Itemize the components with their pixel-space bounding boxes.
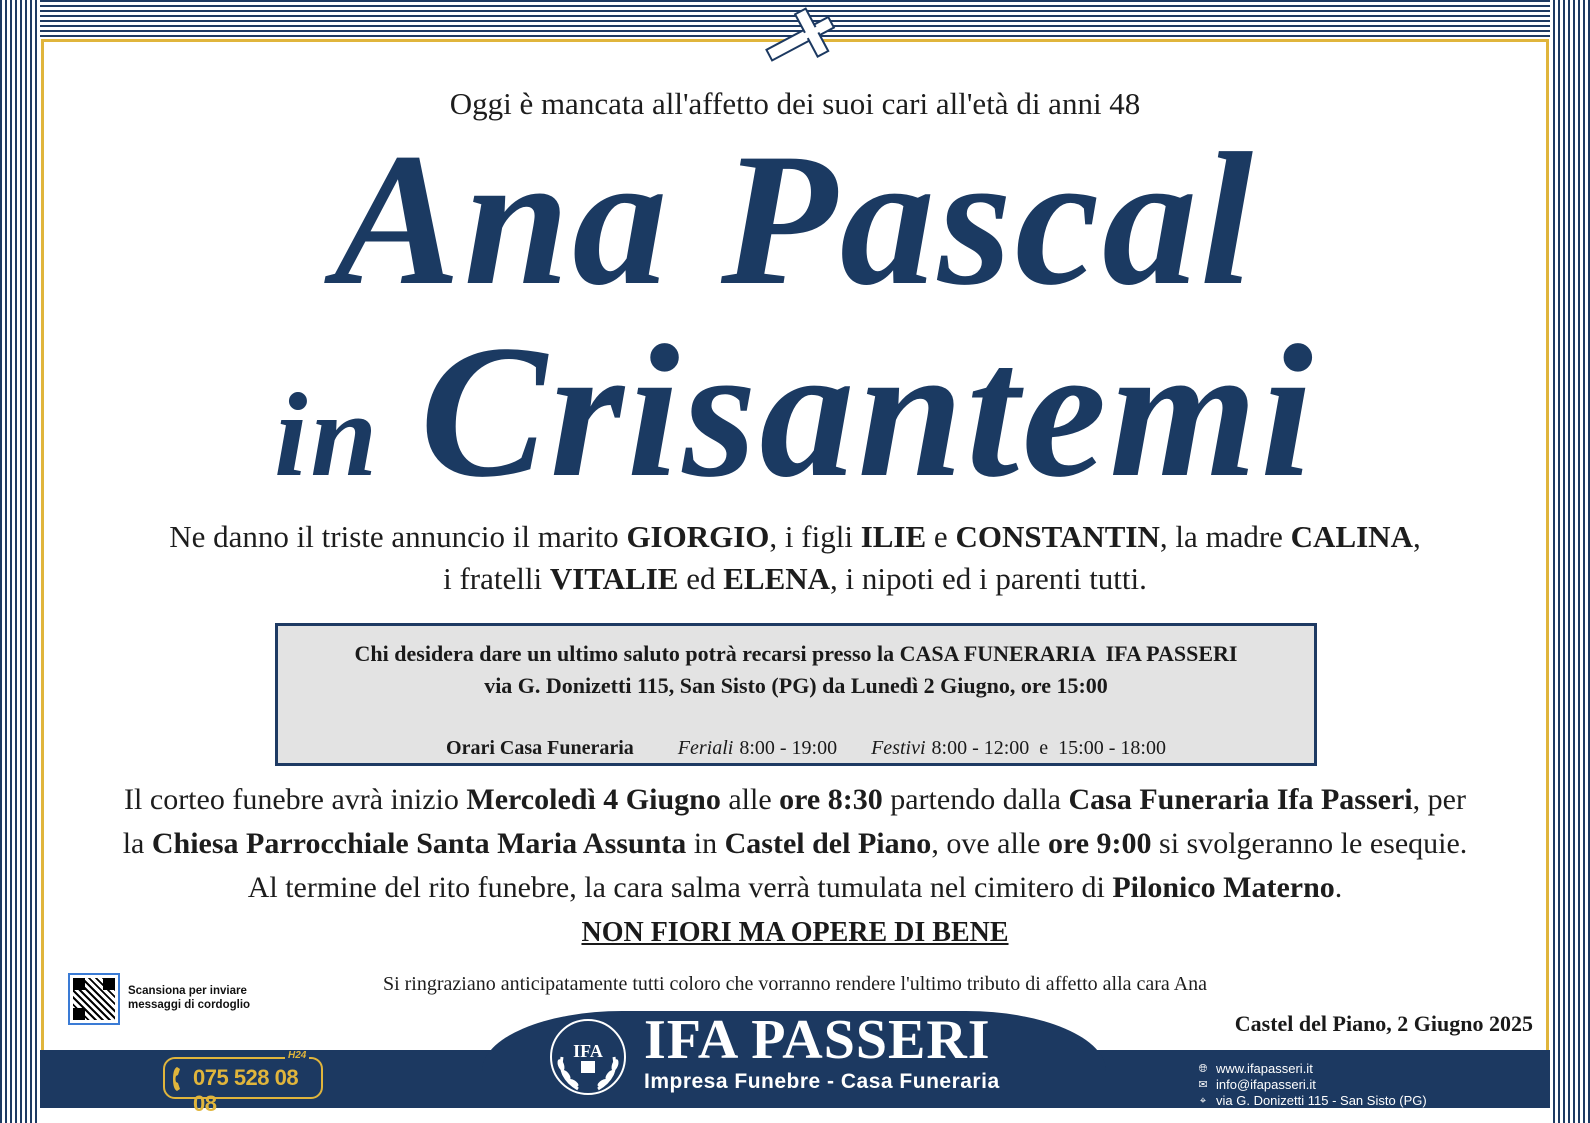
procession-origin: Casa Funeraria Ifa Passeri	[1068, 783, 1413, 816]
child-name: CONSTANTIN	[955, 519, 1160, 554]
name-in-word: in	[274, 368, 381, 501]
svg-text:IFA: IFA	[573, 1041, 603, 1061]
no-flowers-notice: NON FIORI MA OPERE DI BENE	[581, 917, 1009, 948]
visitation-info-box	[275, 623, 1317, 766]
visitation-line2: via G. Donizetti 115, San Sisto (PG) da Lunedì 2 Giugno, ore 15:00	[484, 673, 1108, 698]
place-and-date: Castel del Piano, 2 Giugno 2025	[1234, 1011, 1533, 1036]
mail-icon: ✉	[1198, 1079, 1208, 1091]
brand-subtitle: Impresa Funebre - Casa Funeraria	[644, 1070, 1000, 1093]
cross-icon	[748, 6, 848, 76]
laurel-logo-icon	[548, 1017, 628, 1097]
sibling-name: ELENA	[723, 561, 831, 596]
procession-time: ore 8:30	[779, 783, 883, 816]
funeral-procession-text: Il corteo funebre avrà inizio Mercoledì 4 Giugno alle ore 8:30 partendo dalla Casa Funeraria Ifa Passeri, per la Chiesa Parrocchiale Santa Maria Assunta in Castel del Piano, ove alle ore 9:00 si svolgeranno le esequie. Al termine del rito funebre, la cara salma verrà tumulata nel cimitero di Pilonico Materno.	[122, 783, 1468, 904]
visitation-line1: Chi desidera dare un ultimo saluto potrà recarsi presso la CASA FUNERARIA IFA PASSERI	[354, 641, 1238, 666]
contact-info	[1196, 1061, 1427, 1109]
qr-condolence-block[interactable]	[68, 973, 278, 1029]
qr-caption: Scansiona per inviare messaggi di cordoglio	[128, 985, 251, 1011]
procession-day: Mercoledì 4 Giugno	[466, 783, 721, 816]
intro-line: Oggi è mancata all'affetto dei suoi cari all'età di anni 48	[449, 86, 1141, 121]
deceased-name-line2	[0, 307, 1590, 535]
mass-time: ore 9:00	[1047, 827, 1152, 860]
phone-icon	[171, 1065, 191, 1093]
phone-number[interactable]: 075 528 08 08	[193, 1065, 299, 1116]
sibling-name: VITALIE	[549, 561, 679, 596]
h24-label: H24	[285, 1050, 309, 1061]
cemetery-name: Pilonico Materno	[1112, 871, 1335, 904]
church-name: Chiesa Parrocchiale Santa Maria Assunta	[151, 827, 687, 860]
deceased-name-line1: Ana Pascal	[333, 115, 1257, 325]
holiday-hours: 8:00 - 12:00 e 15:00 - 18:00	[931, 737, 1166, 759]
address-text: via G. Donizetti 115 - San Sisto (PG)	[1216, 1093, 1427, 1108]
location-pin-icon: ⌖	[1199, 1095, 1207, 1107]
announcement-text: Ne danno il triste annuncio il marito GIORGIO, i figli ILIE e CONSTANTIN, la madre CALINA, i fratelli VITALIE ed ELENA, i nipoti ed i parenti tutti.	[169, 519, 1421, 596]
website-link[interactable]: www.ifapasseri.it	[1216, 1061, 1313, 1076]
qr-code-icon[interactable]	[68, 973, 120, 1025]
husband-name: GIORGIO	[626, 519, 770, 554]
holiday-label: Festivi	[871, 737, 926, 759]
phone-badge[interactable]	[163, 1050, 323, 1116]
child-name: ILIE	[860, 519, 927, 554]
town-name: Castel del Piano	[724, 827, 932, 860]
opening-hours	[278, 714, 1314, 783]
hours-label: Orari Casa Funeraria	[446, 737, 634, 759]
email-link[interactable]: info@ifapasseri.it	[1216, 1077, 1316, 1092]
married-surname: Crisantemi	[420, 307, 1316, 517]
weekday-label: Feriali	[677, 737, 734, 759]
weekday-hours: 8:00 - 19:00	[739, 737, 838, 759]
brand-name: IFA PASSERI	[644, 1009, 991, 1071]
thanks-line: Si ringraziano anticipatamente tutti coloro che vorranno rendere l'ultimo tributo di affetto alla cara Ana	[382, 973, 1208, 995]
globe-icon: 🌐︎	[1198, 1063, 1208, 1075]
mother-name: CALINA	[1290, 519, 1413, 554]
